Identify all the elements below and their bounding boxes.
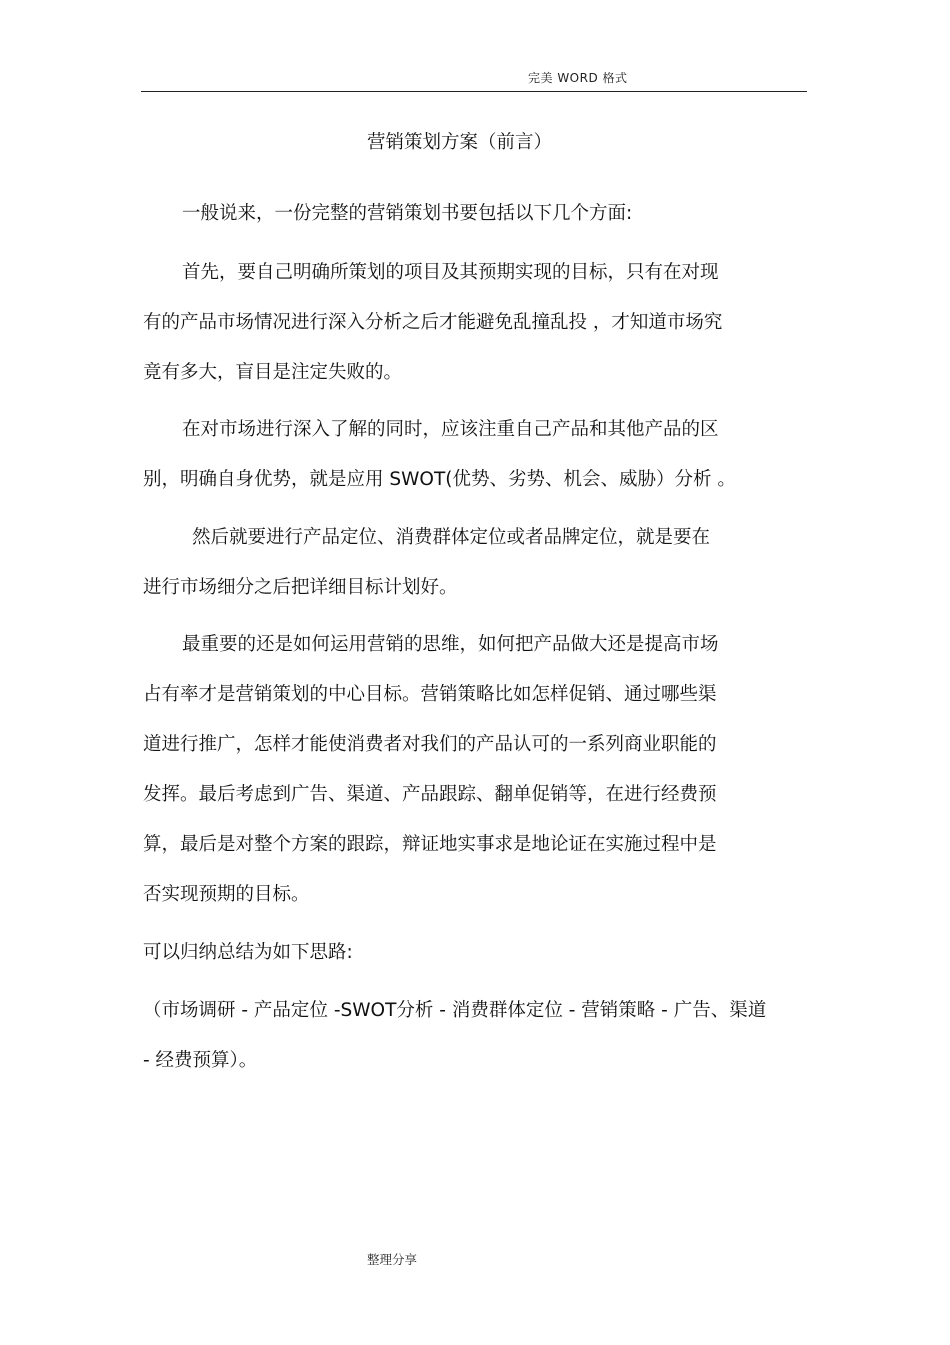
body-line-4: 竟有多大，盲目是注定失败的。	[143, 362, 403, 383]
body-line-14: 否实现预期的目标。	[143, 884, 310, 905]
body-line-2: 首先，要自己明确所策划的项目及其预期实现的目标，只有在对现	[182, 262, 719, 283]
header-divider	[141, 91, 807, 92]
body-line-8: 进行市场细分之后把详细目标计划好。	[143, 577, 458, 598]
page-footer: 整理分享	[367, 1252, 418, 1267]
body-line-3: 有的产品市场情况进行深入分析之后才能避免乱撞乱投 ，才知道市场究	[143, 312, 723, 333]
body-line-9: 最重要的还是如何运用营销的思维，如何把产品做大还是提高市场	[182, 634, 719, 655]
body-line-16: （市场调研 - 产品定位 -SWOT分析 - 消费群体定位 - 营销策略 - 广告、渠道	[143, 1000, 767, 1021]
body-line-5: 在对市场进行深入了解的同时，应该注重自己产品和其他产品的区	[182, 419, 719, 440]
body-line-15: 可以归纳总结为如下思路:	[143, 942, 353, 963]
body-line-13: 算，最后是对整个方案的跟踪，辩证地实事求是地论证在实施过程中是	[143, 834, 717, 855]
body-line-7: 然后就要进行产品定位、消费群体定位或者品牌定位，就是要在	[192, 527, 711, 548]
body-line-6: 别，明确自身优势，就是应用 SWOT(优势、劣势、机会、威胁）分析 。	[143, 469, 736, 490]
page-header: 完美 WORD 格式	[528, 71, 628, 85]
body-line-12: 发挥。最后考虑到广告、渠道、产品跟踪、翻单促销等，在进行经费预	[143, 784, 717, 805]
body-line-11: 道进行推广，怎样才能使消费者对我们的产品认可的一系列商业职能的	[143, 734, 717, 755]
body-line-17: - 经费预算）。	[143, 1050, 258, 1071]
body-line-10: 占有率才是营销策划的中心目标。营销策略比如怎样促销、通过哪些渠	[143, 684, 717, 705]
document-title: 营销策划方案（前言）	[367, 132, 553, 153]
body-line-1: 一般说来，一份完整的营销策划书要包括以下几个方面:	[182, 203, 633, 224]
